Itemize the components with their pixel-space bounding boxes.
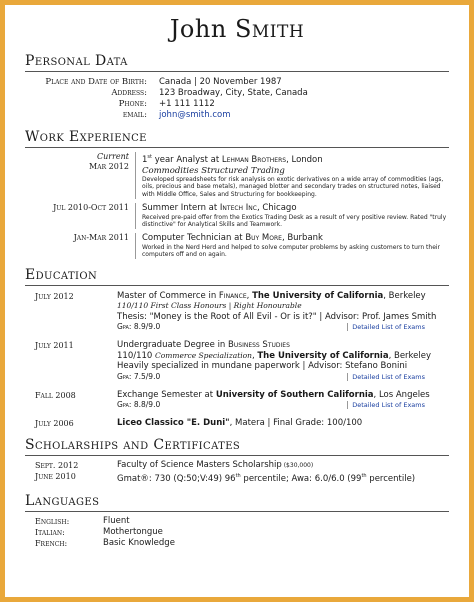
work-title-part: Computer Technician at <box>142 232 246 243</box>
work-date: Jul 2010-Oct 2011 <box>53 202 129 212</box>
education-degree <box>117 390 449 401</box>
work-date-line: Mar 2012 <box>89 162 129 171</box>
scholarship-text <box>105 460 449 471</box>
school-name: The University of California <box>257 350 389 361</box>
personal-label: Address: <box>111 88 147 98</box>
degree-part: 110/110 <box>117 350 156 361</box>
work-title-part: 1 <box>142 154 148 165</box>
education-specialization <box>117 351 449 362</box>
work-entry <box>25 152 449 199</box>
degree-part: , Los Angeles <box>373 389 430 400</box>
gmat-score: percentile; Awa: 6.0/6.0 (99 <box>240 474 362 485</box>
work-entry <box>25 203 449 229</box>
work-org: Buy More <box>245 232 282 243</box>
resume-name <box>25 15 449 43</box>
work-title-sup: st <box>147 154 152 160</box>
language-name: Italian: <box>35 528 65 538</box>
scholarships <box>25 460 449 485</box>
degree-part: , Matera | Final Grade: 100/100 <box>229 418 363 429</box>
education-gpa-row <box>117 400 449 410</box>
scholarship-row <box>25 460 449 471</box>
degree-part: , Berkeley <box>388 350 432 361</box>
work-date: Jan-Mar 2011 <box>73 232 129 242</box>
work-body <box>135 233 449 259</box>
scholarship-row <box>25 471 449 485</box>
education-thesis: Thesis: "Money is the Root of All Evil - Or is it?" | Advisor: Prof. James Smith <box>117 311 437 322</box>
section-title-languages: Languages <box>25 493 449 512</box>
last-name: Smith <box>234 15 305 43</box>
degree-specialization: Commerce Specialization <box>155 350 252 360</box>
personal-data <box>25 77 449 121</box>
education-date: July 2011 <box>35 341 74 351</box>
education-date: July 2006 <box>35 419 74 429</box>
school-name: Liceo Classico "E. Duni" <box>117 418 230 429</box>
personal-label: Phone: <box>118 99 147 109</box>
education-entry <box>25 418 449 429</box>
personal-value: +1 111 1112 <box>159 99 215 109</box>
exam-list-link[interactable]: Detailed List of Exams <box>347 401 425 409</box>
education-gpa: Gpa: 8.8/9.0 <box>117 400 161 410</box>
degree-part: Undergraduate Degree in <box>117 340 229 351</box>
personal-row-address <box>25 88 449 99</box>
education-gpa: Gpa: 7.5/9.0 <box>117 371 161 381</box>
work-description: Received pre-paid offer from the Exotics Trading Desk as a result of very positive review. Rated "truly distinctive" for Analytical Skills and Teamwork. <box>142 213 447 229</box>
language-level: Basic Knowledge <box>103 538 175 549</box>
scholarship-date: Sept. 2012 <box>35 461 79 471</box>
section-title-education: Education <box>25 267 449 286</box>
degree-part: , Berkeley <box>383 290 426 301</box>
education <box>25 291 449 430</box>
gmat-sup: th <box>361 473 367 480</box>
gmat-sup: th <box>235 473 241 480</box>
personal-row-phone <box>25 99 449 110</box>
education-note: Heavily specialized in mundane paperwork | Advisor: Stefano Bonini <box>117 361 408 372</box>
degree-field: Finance <box>218 290 247 301</box>
education-entry <box>25 340 449 382</box>
first-name: John <box>169 15 227 43</box>
education-body <box>105 291 449 333</box>
work-title-part: Summer Intern at <box>142 202 220 213</box>
personal-row-birth <box>25 77 449 88</box>
degree-part: , <box>251 350 258 361</box>
scholarship-title: Faculty of Science Masters Scholarship <box>117 460 282 471</box>
personal-value: Canada | 20 November 1987 <box>159 77 282 87</box>
language-level: Mothertongue <box>103 527 163 538</box>
language-name: French: <box>35 539 68 549</box>
degree-part: Master of Commerce in <box>117 290 219 301</box>
scholarship-text <box>105 471 449 485</box>
language-row <box>25 538 449 549</box>
work-title-part: year Analyst at <box>152 154 222 165</box>
section-title-scholarships: Scholarships and Certificates <box>25 437 449 456</box>
education-honours: 110/110 First Class Honours | Right Honourable <box>117 301 302 311</box>
education-date: July 2012 <box>35 291 74 301</box>
work-body <box>135 203 449 229</box>
language-level: Fluent <box>103 516 130 527</box>
resume-page <box>5 5 469 597</box>
education-degree <box>117 340 449 351</box>
education-entry <box>25 390 449 411</box>
language-name: English: <box>35 517 70 527</box>
degree-part: Exchange Semester at <box>117 389 216 400</box>
work-entry <box>25 233 449 259</box>
personal-value: 123 Broadway, City, State, Canada <box>159 88 308 98</box>
email-link[interactable]: john@smith.com <box>159 110 231 120</box>
work-title-part: , London <box>286 154 323 165</box>
personal-row-email <box>25 110 449 121</box>
languages <box>25 516 449 549</box>
education-body <box>105 340 449 382</box>
education-body <box>105 418 449 429</box>
education-body <box>105 390 449 411</box>
work-title <box>142 152 449 166</box>
work-title <box>142 233 449 244</box>
gmat-score: Gmat®: 730 (Q:50;V:49) 96 <box>117 474 236 485</box>
work-date-line: Current <box>96 152 129 161</box>
degree-part: , <box>246 290 253 301</box>
education-gpa-row <box>117 322 449 332</box>
language-row <box>25 527 449 538</box>
work-description: Developed spreadsheets for risk analysis on exotic derivatives on a wide array of commodities (ags, oils, precious and base metals), managed blotter and secondary trades on structured notes, liaised with Middle Office, Sales and Structuring for bookkeeping. <box>142 175 444 199</box>
language-row <box>25 516 449 527</box>
education-entry <box>25 291 449 333</box>
work-org: Intech Inc <box>219 202 257 213</box>
work-subtitle: Commodities Structured Trading <box>142 165 285 176</box>
degree-field: Business Studies <box>228 340 290 351</box>
work-experience <box>25 152 449 259</box>
work-date <box>25 152 135 199</box>
personal-label: Place and Date of Birth: <box>45 77 147 87</box>
personal-label: email: <box>122 110 147 120</box>
school-name: University of Southern California <box>215 389 374 400</box>
education-gpa: Gpa: 8.9/9.0 <box>117 322 161 332</box>
work-body <box>135 152 449 199</box>
exam-list-link[interactable]: Detailed List of Exams <box>347 373 425 381</box>
work-org: Lehman Brothers <box>221 154 287 165</box>
education-gpa-row <box>117 372 449 382</box>
scholarship-date: June 2010 <box>35 472 76 482</box>
gmat-score: percentile) <box>366 474 416 485</box>
education-degree <box>117 418 449 429</box>
work-description: Worked in the Nerd Herd and helped to solve computer problems by asking customers to turn their computers off and on again. <box>142 243 441 259</box>
education-date: Fall 2008 <box>35 390 76 400</box>
education-degree <box>117 291 449 302</box>
work-title-part: , Chicago <box>256 202 297 213</box>
school-name: The University of California <box>252 290 384 301</box>
work-title <box>142 203 449 214</box>
scholarship-amount: ($30,000) <box>281 462 314 470</box>
work-title-part: , Burbank <box>281 232 323 243</box>
section-title-work: Work Experience <box>25 129 449 148</box>
exam-list-link[interactable]: Detailed List of Exams <box>347 323 425 331</box>
section-title-personal: Personal Data <box>25 53 449 72</box>
